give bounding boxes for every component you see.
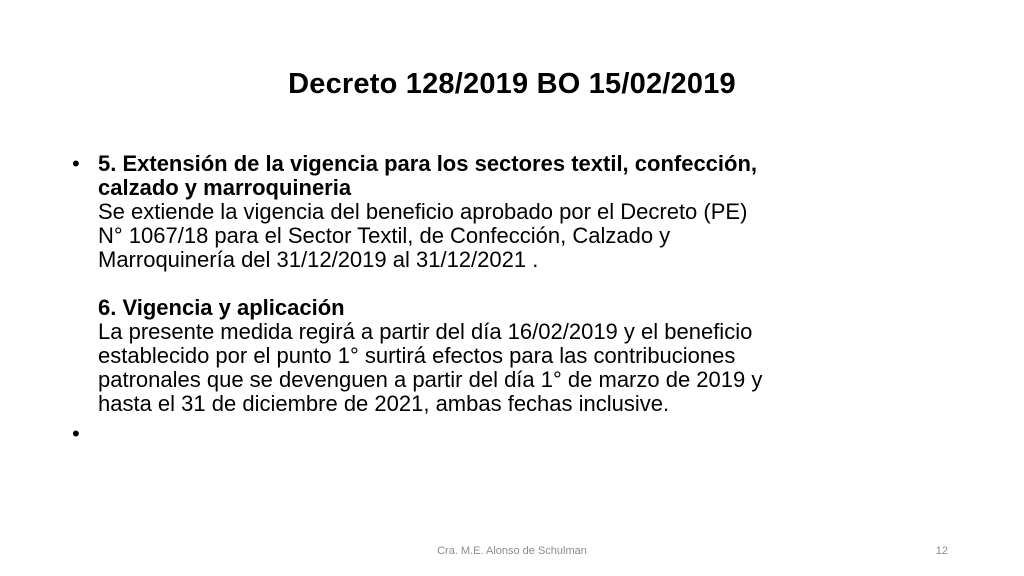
section6-body-line: hasta el 31 de diciembre de 2021, ambas fechas inclusive.: [98, 391, 670, 416]
section6-body-line: establecido por el punto 1° surtirá efectos para las contribuciones: [98, 343, 736, 368]
footer-author: Cra. M.E. Alonso de Schulman: [437, 545, 587, 557]
section5-heading-line1: 5. Extensión de la vigencia para los sectores textil, confección,: [98, 151, 758, 176]
bullet-dot-icon: •: [72, 151, 80, 176]
slide-title: Decreto 128/2019 BO 15/02/2019: [288, 68, 736, 100]
section6-body-line: patronales que se devenguen a partir del día 1° de marzo de 2019 y: [98, 367, 763, 392]
section5-body-line: Marroquinería del 31/12/2019 al 31/12/2021 .: [98, 247, 539, 272]
bullet-list: [72, 152, 972, 446]
bullet-item-content: [72, 152, 972, 416]
bullet-item-empty: [72, 422, 972, 446]
section5-heading-line2: calzado y marroquineria: [98, 175, 352, 200]
section5-body-line: Se extiende la vigencia del beneficio aprobado por el Decreto (PE): [98, 199, 748, 224]
bullet-dot-icon: •: [72, 421, 80, 446]
section5-body-line: N° 1067/18 para el Sector Textil, de Confección, Calzado y: [98, 223, 671, 248]
section6-heading: 6. Vigencia y aplicación: [98, 295, 345, 320]
section6-body-line: La presente medida regirá a partir del día 16/02/2019 y el beneficio: [98, 319, 753, 344]
page-number: 12: [935, 545, 948, 557]
paragraph-spacer: [98, 272, 972, 296]
